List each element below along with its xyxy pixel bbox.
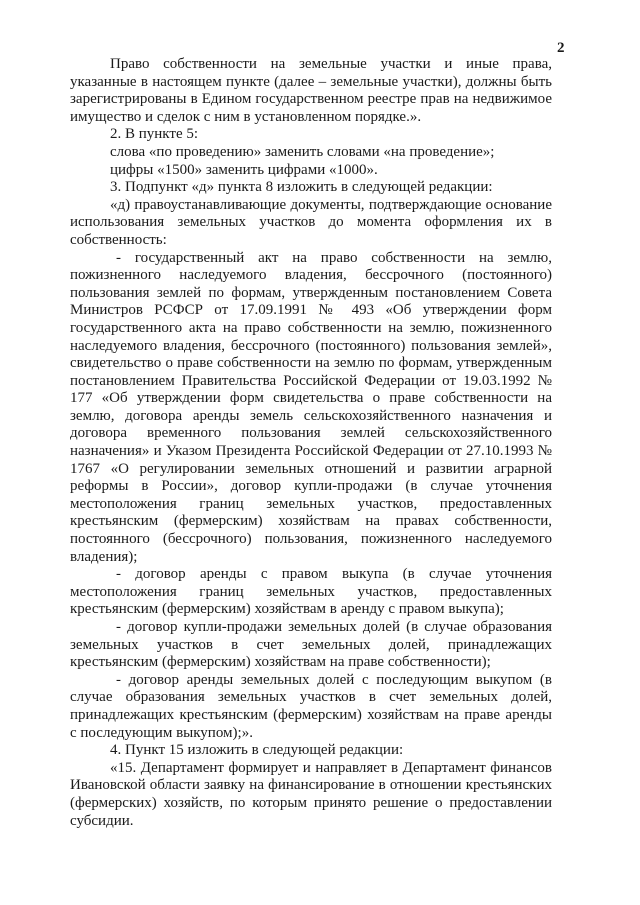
paragraph: - договор аренды земельных долей с последующим выкупом (в случае образования земельных участков в счет земельных долей, принадлежащих крестьянским (фермерским) хозяйствам на праве аренды с последующим выкупом);». [70, 671, 552, 741]
paragraph: - государственный акт на право собственности на землю, пожизненного наследуемого владения, бессрочного (постоянного) пользования землей по формам, утвержденным постановлением Совета Министров РСФСР от 17.09.1991 № 493 «Об утверждении форм государственного акта на право собственности на землю, пожизненного наследуемого владения, бессрочного (постоянного) пользования землей», свидетельство о праве собственности на землю по формам, утвержденным постановлением Правительства Российской Федерации от 19.03.1992 № 177 «Об утверждении форм свидетельства о праве собственности на землю, договора аренды земель сельскохозяйственного назначения и договора временного пользования землей сельскохозяйственного назначения» и Указом Президента Российской Федерации от 27.10.1993 № 1767 «О регулировании земельных отношений и развитии аграрной реформы в России», договор купли-продажи (в случае уточнения местоположения границ земельных участков, предоставленных крестьянским (фермерским) хозяйствам на правах собственности, постоянного (бессрочного) пользования, пожизненного наследуемого владения); [70, 249, 552, 565]
document-body [70, 56, 552, 830]
paragraph: «15. Департамент формирует и направляет в Департамент финансов Ивановской области заявку на финансирование в отношении крестьянских (фермерских) хозяйств, по которым принято решение о предоставлении субсидии. [70, 759, 552, 829]
paragraph: 2. В пункте 5: [110, 126, 199, 143]
paragraph: 4. Пункт 15 изложить в следующей редакции: [110, 742, 404, 759]
paragraph: «д) правоустанавливающие документы, подтверждающие основание использования земельных участков до момента оформления их в собственность: [70, 196, 552, 248]
paragraph: - договор аренды с правом выкупа (в случае уточнения местоположения границ земельных участков, предоставленных крестьянским (фермерским) хозяйствам в аренду с правом выкупа); [70, 566, 552, 618]
paragraph: цифры «1500» заменить цифрами «1000». [110, 161, 378, 178]
paragraph: Право собственности на земельные участки и иные права, указанные в настоящем пункте (далее – земельные участки), должны быть зарегистрированы в Едином государственном реестре прав на недвижимое имущество и сделок с ним в установленном порядке.». [70, 56, 552, 125]
paragraph: - договор купли-продажи земельных долей (в случае образования земельных участков в счет земельных долей, принадлежащих крестьянским (фермерским) хозяйствам на праве собственности); [70, 619, 552, 671]
page-number: 2 [557, 40, 565, 56]
paragraph: слова «по проведению» заменить словами «на проведение»; [110, 143, 495, 160]
paragraph: 3. Подпункт «д» пункта 8 изложить в следующей редакции: [110, 179, 493, 196]
